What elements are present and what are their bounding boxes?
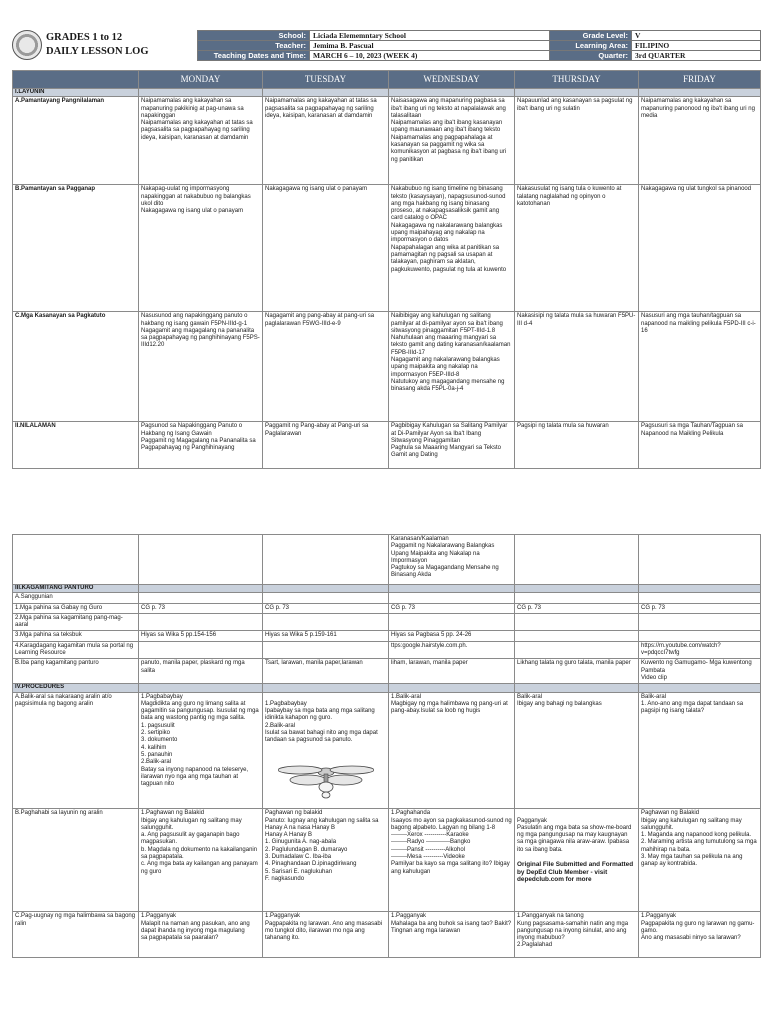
- section-layunin: I.LAYUNIN: [13, 89, 139, 97]
- materials-procedures-table: [12, 534, 761, 958]
- quarter-label: Quarter:: [550, 51, 632, 61]
- cell-monday: Nasusunod ang napakinggang panuto o hakbang ng isang gawain F5PN-IIId-g-1 Nagagamit ang magagalang na pananalita sa pagpapahayag ng panghihinayang F5PS-IIId12.20: [139, 312, 263, 422]
- cell-friday: Balik-aral 1. Ano-ano ang mga dapat tandaan sa pagsipi ng isang talata?: [639, 692, 761, 809]
- cell-friday: Nakagagawa ng ulat tungkol sa pinanood: [639, 185, 761, 312]
- cell-friday: [639, 535, 761, 585]
- cell-monday: panuto, manila paper, plaskard ng mga salita: [139, 659, 263, 684]
- school-value: Liciada Elememntary School: [310, 31, 550, 41]
- cell-friday: Nasusuri ang mga tauhan/tagpuan sa napanood na maikling pelikula F5PD-III c-i-16: [639, 312, 761, 422]
- dates-label: Teaching Dates and Time:: [198, 51, 310, 61]
- table-row: [13, 631, 761, 641]
- row-label: C.Pag-uugnay ng mga halimbawa sa bagong ralin: [13, 912, 139, 958]
- cell-wednesday: Naisasagawa ang mapanuring pagbasa sa iba't ibang uri ng teksto at napalalawak ang talasalitaan Naipamamalas ang iba't ibang kasanayan upang maunawaan ang iba't ibang teksto Naipamamalas ang pagpapahalaga at kasanayan sa paggamit ng wika sa komunikasyon at pagbasa ng iba't ibang uri ng panitikan: [389, 97, 515, 185]
- cell-thursday: [515, 613, 639, 631]
- school-label: School:: [198, 31, 310, 41]
- cell-tuesday: Hiyas sa Wika 5 p.159-161: [263, 631, 389, 641]
- cell-friday: Paghawan ng Balakid Ibigay ang kahulugan ng salitang may salungguhit. 1. Maganda ang napanood kong pelikula. 2. Maraming artista ang tumutulong sa mga mahihirap na bata. 3. May mga tauhan sa pelikula na ang ganap ay kontrabida.: [639, 809, 761, 912]
- learning-area-label: Learning Area:: [550, 41, 632, 51]
- cell-wednesday: Karanasan/Kaalaman Paggamit ng Nakalarawang Balangkas Upang Maipakita ang Nakalap na Impormasyon Pagtukoy sa Magagandang Mensahe ng Binasang Akda: [389, 535, 515, 585]
- lesson-log-header: [12, 30, 760, 60]
- ceiling-fan-icon: [278, 754, 374, 800]
- cell-tuesday: CG p. 73: [263, 603, 389, 613]
- cell-thursday: Pagsipi ng talata mula sa huwaran: [515, 422, 639, 469]
- table-row: [13, 809, 761, 912]
- header-title-log: DAILY LESSON LOG: [46, 46, 149, 57]
- cell-thursday: 1.Pangganyak na tanong Kung pagsasama-samahin natin ang mga pangungusap na inyong isinulat, ano ang inyong mabubuo? 2.Paglalahad: [515, 912, 639, 958]
- dates-value: MARCH 6 – 10, 2023 (WEEK 4): [310, 51, 550, 61]
- cell-thursday: Likhang talata ng guro talata, manila paper: [515, 659, 639, 684]
- grade-level-label: Grade Level:: [550, 31, 632, 41]
- learning-area-value: FILIPINO: [632, 41, 761, 51]
- cell-tuesday: Nagagamit ang pang-abay at pang-uri sa paglalarawan F5WG-IIId-e-9: [263, 312, 389, 422]
- cell-wednesday: Hiyas sa Pagbasa 5 pp. 24-26: [389, 631, 515, 641]
- day-header-friday: FRIDAY: [639, 71, 761, 89]
- cell-monday: [139, 641, 263, 659]
- quarter-value: 3rd QUARTER: [632, 51, 761, 61]
- cell-wednesday: [389, 613, 515, 631]
- cell-tuesday: Nakagagawa ng isang ulat o panayam: [263, 185, 389, 312]
- row-label: 4.Karagdagang kagamitan mula sa portal ng Learning Resource: [13, 641, 139, 659]
- cell-tuesday: [263, 613, 389, 631]
- table-row: [13, 641, 761, 659]
- section-kagamitan: III.KAGAMITANG PANTURO: [13, 585, 139, 593]
- cell-monday: CG p. 73: [139, 603, 263, 613]
- table-row: [13, 312, 761, 422]
- cell-monday: 1.Pagbabaybay Magdidikta ang guro ng limang salita at gagamitin sa pangungusap. Isusulat ng mga bata ang wastong pantig ng mga salita. 1. pagsusulit 2. sertipiko 3. dokumento 4. kalihim 5. panauhin 2.Balik-aral Batay sa inyong napanood na teleserye, ilarawan nyo nga ang mga tauhan at tagpuan nito: [139, 692, 263, 809]
- cell-friday: [639, 613, 761, 631]
- cell-friday: [639, 631, 761, 641]
- day-header-tuesday: TUESDAY: [263, 71, 389, 89]
- cell-thursday: Nakasusulat ng isang tula o kuwento at talatang naglalahad ng opinyon o katotohanan: [515, 185, 639, 312]
- deped-seal-icon: [12, 30, 42, 60]
- table-row: [13, 185, 761, 312]
- row-label: [13, 535, 139, 585]
- day-header-monday: MONDAY: [139, 71, 263, 89]
- objectives-table: [12, 70, 761, 469]
- cell-tuesday: 1.Pagganyak Pagpapakita ng larawan. Ano ang masasabi mo tungkol dito, ilarawan mo nga ang tahanang ito.: [263, 912, 389, 958]
- header-title-grades: GRADES 1 to 12: [46, 32, 123, 43]
- row-label: II.NILALAMAN: [13, 422, 139, 469]
- table-row: [13, 422, 761, 469]
- cell-thursday: [515, 809, 639, 912]
- cell-monday: [139, 613, 263, 631]
- cell-monday: Naipamamalas ang kakayahan sa mapanuring pakikinig at pag-unawa sa napakinggan Naipamamalas ang kakayahan at tatas sa pagsasalita sa pagpapahayag ng sariling ideya, kaisipan, karanasan at damdamin: [139, 97, 263, 185]
- teacher-label: Teacher:: [198, 41, 310, 51]
- cell-thursday: Napauunlad ang kasanayan sa pagsulat ng iba't ibang uri ng sulatin: [515, 97, 639, 185]
- row-label: A.Sanggunian: [13, 593, 139, 603]
- cell-monday: Hiyas sa Wika 5 pp.154-156: [139, 631, 263, 641]
- cell-tuesday: Naipamamalas ang kakayahan at tatas sa pagsasalita sa pagpapahayag ng sariling ideya, kaisipan, karanasan at damdamin: [263, 97, 389, 185]
- cell-monday: Nakapag-uulat ng impormasyong napakinggan at nakabubuo ng balangkas ukol dito Nakagagawa ng isang ulat o panayam: [139, 185, 263, 312]
- cell-friday: https://m.youtube.com/watch?v=pdqccI7twfg: [639, 641, 761, 659]
- row-label: C.Mga Kasanayan sa Pagkatuto: [13, 312, 139, 422]
- cell-thursday-text: Pagganyak Pasulatin ang mga bata sa show-me-board ng mga pangungusap na may kaugnayan sa mga ginagawa nila araw-araw. Ipabasa ito sa ibang bata.: [517, 817, 632, 853]
- row-label: A.Balik-aral sa nakaraang aralin at/o pagsisimula ng bagong aralin: [13, 692, 139, 809]
- cell-wednesday: liham, larawan, manila paper: [389, 659, 515, 684]
- row-label: B.Paghahabi sa layunin ng aralin: [13, 809, 139, 912]
- row-label: A.Pamantayang Pangnilalaman: [13, 97, 139, 185]
- cell-thursday: [515, 631, 639, 641]
- cell-wednesday: ttps:google.hairstyle.com.ph.: [389, 641, 515, 659]
- header-info-table: [197, 30, 761, 61]
- cell-friday: Naipamamalas ang kakayahan sa mapanuring panonood ng iba't ibang uri ng media: [639, 97, 761, 185]
- cell-tuesday: [263, 692, 389, 809]
- cell-monday: Pagsunod sa Napakinggang Panuto o Hakbang ng Isang Gawain Paggamit ng Magagalang na Pananalita sa Pagpapahayag ng Panghihinayang: [139, 422, 263, 469]
- row-label: 2.Mga pahina sa kagamitang pang-mag-aaral: [13, 613, 139, 631]
- grade-level-value: V: [632, 31, 761, 41]
- cell-thursday: CG p. 73: [515, 603, 639, 613]
- cell-monday: 1.Pagganyak Malapit na naman ang pasukan, ano ang dapat ihanda ng inyong mga magulang sa pagpapatala sa paaralan?: [139, 912, 263, 958]
- cell-wednesday: CG p. 73: [389, 603, 515, 613]
- table-row: [13, 659, 761, 684]
- cell-tuesday: Tsart, larawan, manila paper,larawan: [263, 659, 389, 684]
- cell-monday: [139, 535, 263, 585]
- cell-tuesday: Paghawan ng balakid Panuto: Iugnay ang kahulugan ng salita sa Hanay A na nasa Hanay B Hanay A Hanay B 1. Ginugunita A. nag-abala 2. Paglulundagan B. dumarayo 3. Dumadalaw C. Iba-iba 4. Pinaghandaan D.ipinagdiriwang 5. Sarisari E. naglukuhan F. nagkasundo: [263, 809, 389, 912]
- cell-thursday: Nakasisipi ng talata mula sa huwaran F5PU-III d-4: [515, 312, 639, 422]
- cell-friday: 1.Pagganyak Pagpapakita ng guro ng larawan ng gamu-gamo. Ano ang masasabi ninyo sa larawan?: [639, 912, 761, 958]
- cell-wednesday: Nakabubuo ng isang timeline ng binasang teksto (kasaysayan), napagsusunod-sunod ang mga hakbang ng isang binasang proseso, at nakapagsasaliksik gamit ang card catalog o OPAC Nakagagawa ng nakalarawang balangkas upang maipahayag ang nakalap na impormasyon o datos Napapahalagan ang wika at panitikan sa pamamagitan ng pagsali sa usapan at talakayan, paghiram sa aklatan, pagkukuwento, pagsulat ng tula at kuwento: [389, 185, 515, 312]
- cell-wednesday: 1.Pagganyak Mahalaga ba ang buhok sa isang tao? Bakit? Tingnan ang mga larawan: [389, 912, 515, 958]
- table-row: [13, 613, 761, 631]
- cell-monday: 1.Paghawan ng Balakid Ibigay ang kahulugan ng salitang may salungguhit. a. Ang pagsusulit ay gaganapin bago magpasukan. b. Magdala ng dokumento na kakailanganin sa pagpapatala. c. Ang mga bata ay kailangan ang panayam ng guro: [139, 809, 263, 912]
- cell-tuesday-text: 1.Pagbabaybay Ipabaybay sa mga bata ang mga salitang idinikta kahapon ng guro. 2.Balik-aral Isulat sa bawat bahagi nito ang mga dapat tandaan sa pagsunod sa panuto.: [265, 700, 378, 744]
- cell-tuesday: [263, 535, 389, 585]
- cell-thursday: [515, 641, 639, 659]
- section-procedures: IV.PROCEDURES: [13, 684, 139, 692]
- cell-wednesday: 1.Balik-aral Magbigay ng mga halimbawa ng pang-uri at pang-abay.Isulat sa loob ng hugis: [389, 692, 515, 809]
- corner-header: [13, 71, 139, 89]
- cell-thursday: Balik-aral Ibigay ang bahagi ng balangkas: [515, 692, 639, 809]
- row-label: 1.Mga pahina sa Gabay ng Guro: [13, 603, 139, 613]
- row-label: 3.Mga pahina sa teksbuk: [13, 631, 139, 641]
- row-label: B.Pamantayan sa Pagganap: [13, 185, 139, 312]
- teacher-value: Jemima B. Pascual: [310, 41, 550, 51]
- day-header-wednesday: WEDNESDAY: [389, 71, 515, 89]
- cell-tuesday: Paggamit ng Pang-abay at Pang-uri sa Paglalarawan: [263, 422, 389, 469]
- cell-friday: CG p. 73: [639, 603, 761, 613]
- cell-wednesday: Naibibigay ang kahulugan ng salitang pamilyar at di-pamilyar ayon sa iba't ibang sitwasyong pinaggamitan F5PT-IIId-1.8 Nahuhulaan ang maaaring mangyari sa teksto gamit ang dating karanasan/kaalaman F5PB-IIId-17 Nagagamit ang nakalarawang balangkas upang maipakita ang nakalap na impormasyon F5EP-IIId-8 Natutukoy ang magagandang mensahe ng binasang akda F5PL-0a-j-4: [389, 312, 515, 422]
- depedclub-note: Original File Submitted and Formatted by DepEd Club Member - visit depedclub.com for more: [517, 861, 634, 883]
- cell-wednesday: Pagbibigay Kahulugan sa Salitang Pamilyar at Di-Pamilyar Ayon sa Iba't Ibang Sitwasyong Pinaggamitan Paghula sa Maaaring Mangyari sa Teksto Gamit ang Dating: [389, 422, 515, 469]
- cell-tuesday: [263, 641, 389, 659]
- cell-friday: Pagsusuri sa mga Tauhan/Tagpuan sa Napanood na Maikling Pelikula: [639, 422, 761, 469]
- table-row: [13, 97, 761, 185]
- table-row: [13, 535, 761, 585]
- row-label: B.Iba pang kagamitang panturo: [13, 659, 139, 684]
- table-row: [13, 912, 761, 958]
- table-row: [13, 603, 761, 613]
- table-row: [13, 593, 761, 603]
- table-row: [13, 692, 761, 809]
- cell-wednesday: 1.Paghahanda Isaayos mo ayon sa pagkakasunod-sunod ng bagong alpabeto. Lagyan ng bilang 1-8 --------Xerox -----------Karaoke --------Radyo ------------Bangko --------Pansit ----------Alkohol --------Mesa ----------Videoke Pamilyar ba kayo sa mga salitang ito? Ibigay ang kahulugan: [389, 809, 515, 912]
- day-header-thursday: THURSDAY: [515, 71, 639, 89]
- cell-friday: Kuwento ng Gamugamo- Mga kuwentong Pambata Video clip: [639, 659, 761, 684]
- cell-thursday: [515, 535, 639, 585]
